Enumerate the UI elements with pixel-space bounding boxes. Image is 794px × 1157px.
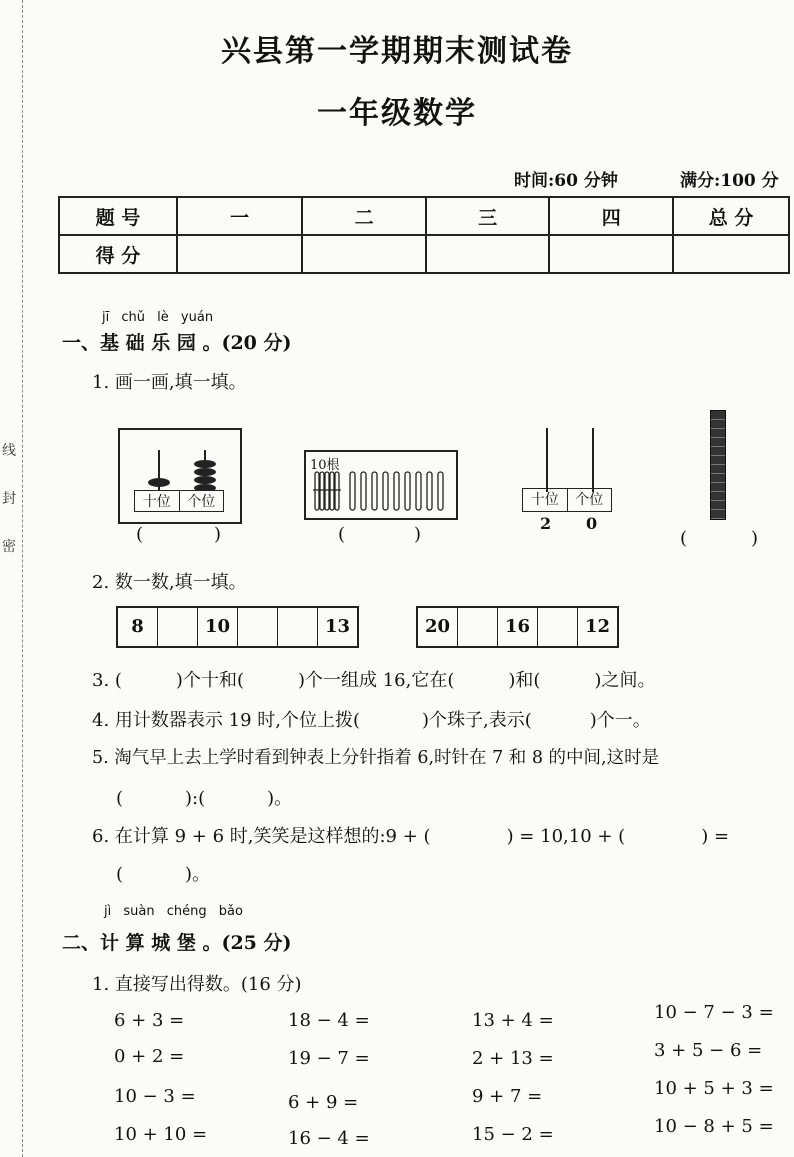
calc-item: 10 − 8 + 5 =: [654, 1116, 774, 1137]
score-table-header: 三: [426, 197, 550, 235]
q1-2-prompt: 2. 数一数,填一填。: [92, 572, 247, 593]
answer-paren: ): [414, 524, 422, 545]
sequence-cell: 10: [198, 608, 238, 646]
q-text: (: [116, 788, 124, 809]
full-score: 满分:100 分: [680, 171, 779, 191]
score-cell[interactable]: [673, 235, 789, 273]
binding-char: 密: [2, 539, 16, 555]
exam-title: 兴县第一学期期末测试卷: [221, 34, 573, 69]
calc-item: 2 + 13 =: [472, 1048, 554, 1069]
calc-item: 13 + 4 =: [472, 1010, 554, 1031]
sequence-cell[interactable]: [538, 608, 578, 646]
number-sequence: [116, 606, 359, 648]
q1-5-answer: [116, 784, 292, 810]
score-cell[interactable]: [177, 235, 302, 273]
calc-item: 16 − 4 =: [288, 1128, 370, 1149]
abacus-frame: [118, 428, 242, 524]
q-text: ) =: [701, 826, 730, 847]
calc-item: 10 − 7 − 3 =: [654, 1002, 774, 1023]
q-text: ):(: [185, 788, 206, 809]
pinyin: jì: [104, 904, 112, 919]
pinyin: chéng: [166, 904, 207, 919]
pinyin: suàn: [123, 904, 155, 919]
q-text: (: [116, 864, 124, 885]
q-text: )。: [185, 864, 211, 885]
pinyin: bǎo: [218, 904, 243, 919]
abacus-rod: [546, 428, 548, 492]
abacus-bead: [194, 468, 216, 476]
sticks-bundle-label: 10根: [310, 458, 340, 473]
calc-item: 15 − 2 =: [472, 1124, 554, 1145]
score-table-header: 一: [177, 197, 302, 235]
calc-item: 6 + 9 =: [288, 1092, 359, 1113]
calc-item: 0 + 2 =: [114, 1046, 185, 1067]
answer-paren: ): [214, 524, 222, 545]
sequence-cell[interactable]: [238, 608, 278, 646]
q1-4: [92, 706, 651, 732]
pinyin: chǔ: [121, 310, 146, 325]
q1-5: 5. 淘气早上去上学时看到钟表上分针指着 6,时针在 7 和 8 的中间,这时是: [92, 748, 660, 768]
ones-digit: 0: [586, 514, 598, 533]
number-sequence: [416, 606, 619, 648]
abacus-bead: [194, 476, 216, 484]
abacus-bead: [148, 478, 170, 487]
answer-paren: ( ): [680, 528, 759, 549]
sequence-cell: 8: [118, 608, 158, 646]
calc-item: 3 + 5 − 6 =: [654, 1040, 763, 1061]
score-cell[interactable]: [302, 235, 426, 273]
q-text: )个十和(: [175, 670, 244, 691]
calc-item: 10 + 5 + 3 =: [654, 1078, 774, 1099]
section1-score: (20 分): [221, 332, 292, 354]
q-text: )之间。: [594, 670, 656, 691]
pinyin: yuán: [180, 310, 214, 325]
time-limit: 时间:60 分钟: [514, 171, 618, 191]
score-cell[interactable]: [549, 235, 673, 273]
tens-label: 十位: [135, 491, 180, 511]
score-table-header: 四: [549, 197, 673, 235]
abacus-labels: [134, 490, 224, 512]
answer-paren: (: [136, 524, 144, 545]
tens-digit: 2: [540, 514, 552, 533]
calc-item: 6 + 3 =: [114, 1010, 185, 1031]
score-table: [58, 196, 790, 274]
score-row-label: 得 分: [59, 235, 177, 273]
score-table-header: 总 分: [673, 197, 789, 235]
exam-subtitle: 一年级数学: [317, 96, 477, 131]
section2-heading: [62, 928, 292, 955]
q1-6-answer: [116, 860, 210, 886]
binding-char: 线: [2, 443, 16, 459]
q-text: 6. 在计算 9 + 6 时,笑笑是这样想的:9 + (: [92, 826, 431, 847]
calc-item: 19 − 7 =: [288, 1048, 370, 1069]
score-table-header: 题 号: [59, 197, 177, 235]
sequence-cell[interactable]: [458, 608, 498, 646]
q2-1-prompt: 1. 直接写出得数。(16 分): [92, 974, 302, 995]
q-text: )个珠子,表示(: [422, 710, 532, 731]
calc-item: 18 − 4 =: [288, 1010, 370, 1031]
q1-1-prompt: 1. 画一画,填一填。: [92, 372, 247, 393]
q1-3: [92, 666, 655, 692]
pinyin: lè: [157, 310, 169, 325]
section2-pinyin: [104, 904, 243, 919]
cube-tower: [710, 410, 726, 520]
ones-label: 个位: [187, 494, 216, 510]
binding-margin: [0, 0, 23, 1157]
sequence-cell: 20: [418, 608, 458, 646]
answer-paren: (: [338, 524, 346, 545]
sequence-cell: 13: [324, 616, 351, 637]
score-table-header: 二: [302, 197, 426, 235]
sequence-cell[interactable]: [158, 608, 198, 646]
abacus-labels: [522, 488, 612, 512]
abacus-rod: [592, 428, 594, 492]
section1-pinyin: [102, 310, 213, 325]
q-text: )。: [267, 788, 293, 809]
q-text: 3. (: [92, 670, 122, 691]
section1-title: 一、基 础 乐 园 。: [62, 332, 222, 354]
q-text: ) = 10,10 + (: [506, 826, 626, 847]
sequence-cell[interactable]: [278, 608, 318, 646]
q-text: )个一组成 16,它在(: [297, 670, 455, 691]
q-text: 4. 用计数器表示 19 时,个位上拨(: [92, 710, 360, 731]
q-text: )和(: [508, 670, 541, 691]
section1-heading: [62, 328, 292, 355]
sequence-cell: 16: [498, 608, 538, 646]
q-text: )个一。: [589, 710, 651, 731]
tens-label: 十位: [523, 489, 568, 511]
section2-score: (25 分): [221, 932, 292, 954]
pinyin: jī: [102, 310, 110, 325]
calc-item: 9 + 7 =: [472, 1086, 543, 1107]
sticks-illustration: [312, 470, 452, 514]
binding-char: 封: [2, 491, 16, 507]
calc-item: 10 + 10 =: [114, 1124, 208, 1145]
sticks-box: [304, 450, 458, 520]
section2-title: 二、计 算 城 堡 。: [62, 932, 222, 954]
calc-item: 10 − 3 =: [114, 1086, 196, 1107]
ones-label: 个位: [575, 492, 604, 508]
abacus-bead: [194, 460, 216, 468]
score-cell[interactable]: [426, 235, 550, 273]
q1-6: [92, 822, 729, 848]
sequence-cell: 12: [584, 616, 611, 637]
